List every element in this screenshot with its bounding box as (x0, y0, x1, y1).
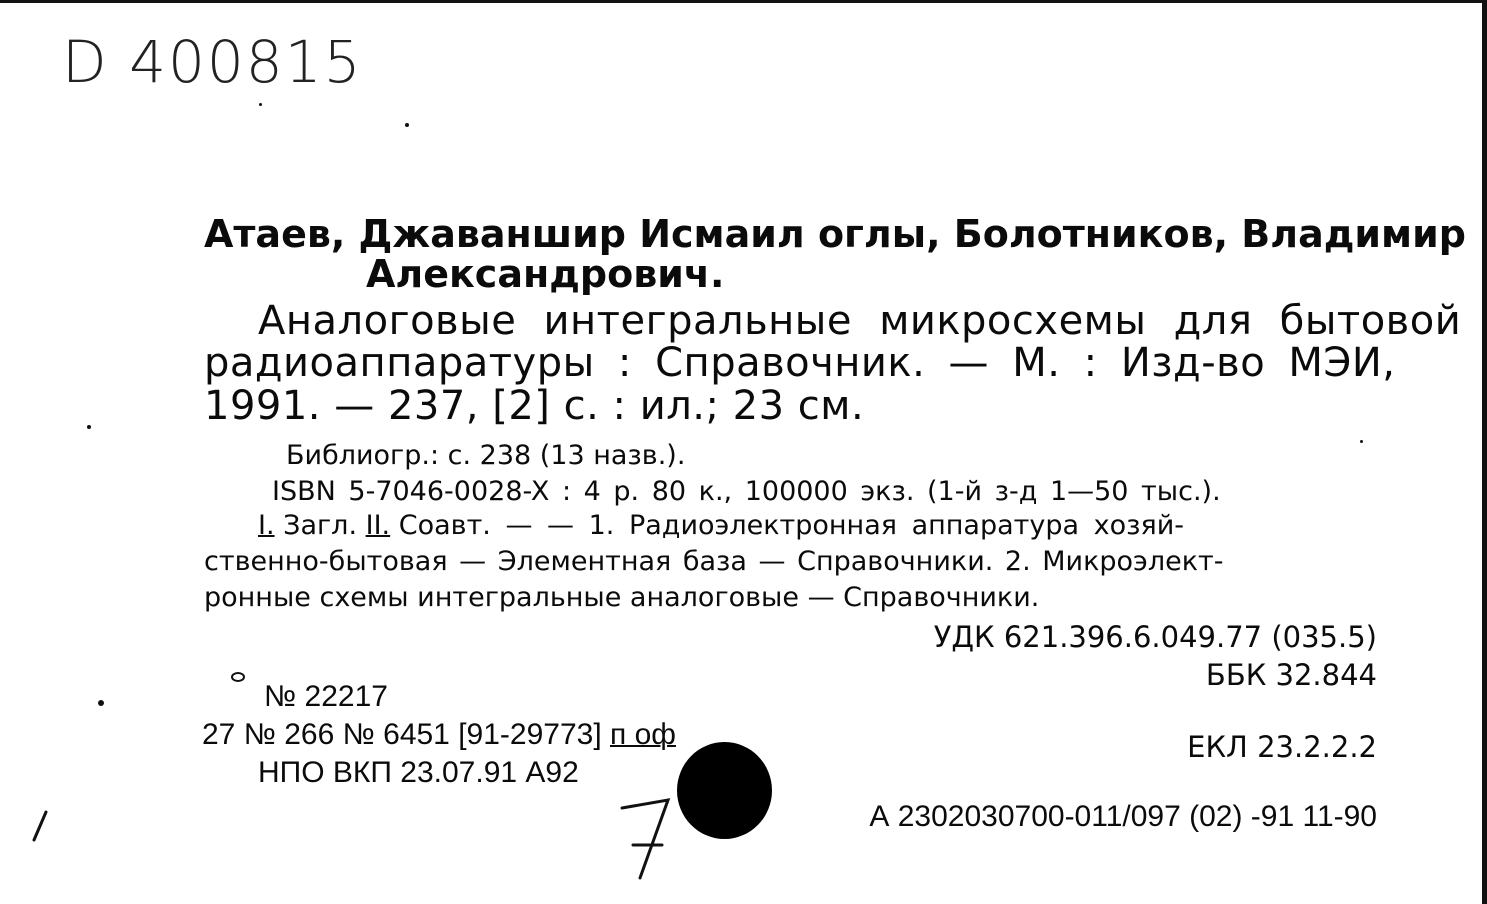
record-number: № 22217 (264, 680, 388, 713)
shelfmark: D 400815 (62, 28, 363, 96)
isbn-note: ISBN 5-7046-0028-X : 4 р. 80 к., 100000 экз. (1-й з-д 1—50 тыс.). (272, 476, 1221, 507)
subject-line-3: ронные схемы интегральные аналоговые — Справочники. (204, 582, 1040, 613)
ink-speck (1360, 440, 1363, 443)
ink-speck (98, 700, 104, 706)
title-line-3: 1991. — 237, [2] с. : ил.; 23 см. (204, 383, 865, 429)
subject-line-2: ственно-бытовая — Элементная база — Справочники. 2. Микроэлект- (204, 546, 1224, 577)
bibliography-note: Библиогр.: с. 238 (13 назв.). (286, 440, 686, 471)
author-line-1: Атаев, Джаваншир Исмаил оглы, Болотников, Владимир (204, 212, 1466, 256)
title-line-2: радиоаппаратуры : Справочник. — М. : Изд-во МЭИ, (204, 340, 1396, 386)
udk-code: УДК 621.396.6.049.77 (035.5) (933, 620, 1377, 654)
ink-speck (259, 103, 262, 106)
tracing-marker-i: I. (258, 510, 275, 541)
ekl-code: ЕКЛ 23.2.2.2 (1187, 730, 1377, 764)
author-line-2: Александрович. (366, 252, 725, 296)
bbk-code: ББК 32.844 (1205, 658, 1377, 692)
tracing-subjects: Соавт. — — 1. Радиоэлектронная аппаратура хозяй- (398, 510, 1185, 541)
title-line-1: Аналоговые интегральные микросхемы для бытовой (258, 298, 1462, 344)
ink-speck (405, 123, 409, 127)
tracing-marker-ii: II. (365, 510, 391, 541)
npo-line: НПО ВКП 23.07.91 А92 (258, 756, 579, 789)
order-line-type: п оф (610, 718, 676, 751)
order-line-numbers: 27 № 266 № 6451 [91-29773] (202, 718, 602, 751)
code-line: А 2302030700-011/097 (02) -91 11-90 (869, 800, 1377, 833)
ink-speck (87, 425, 91, 429)
tracing-title: Загл. (283, 510, 358, 541)
